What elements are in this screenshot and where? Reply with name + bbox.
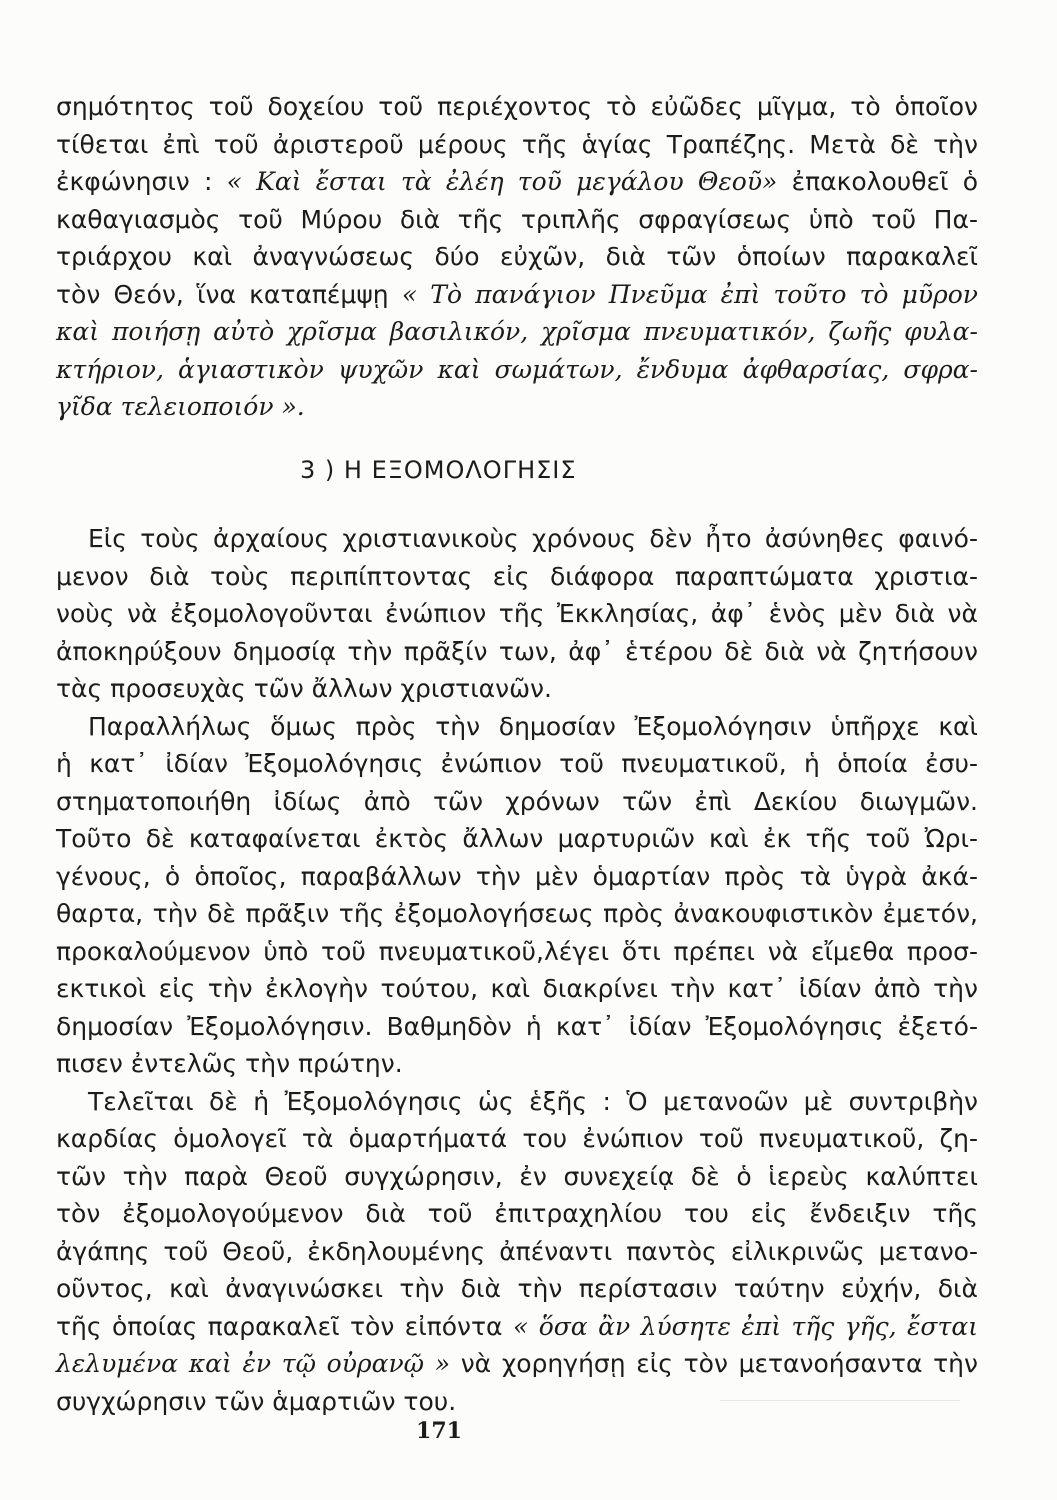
text-span: τὰς προσευχὰς τῶν ἄλλων χριστιανῶν. (56, 674, 552, 703)
text-span: καθαγιασμὸς τοῦ Μύρου διὰ τῆς τριπλῆς σφραγίσεως ὑπὸ τοῦ Πα- (56, 204, 978, 234)
text-line (56, 388, 978, 426)
text-line (56, 1233, 978, 1271)
text-line (56, 558, 978, 596)
text-line (56, 1195, 978, 1233)
italic-text-span: « Καὶ ἔσται τὰ ἐλέη τοῦ μεγάλου Θεοῦ» (226, 167, 778, 196)
text-span: τριάρχου καὶ ἀναγνώσεως δύο εὐχῶν, διὰ τῶν ὁποίων παρακαλεῖ (56, 242, 978, 271)
text-line (56, 670, 978, 708)
paragraph-myron-consecration (56, 88, 978, 426)
text-line (56, 351, 978, 389)
text-line (56, 1008, 978, 1046)
text-span: Παραλλήλως ὅμως πρὸς τὴν δημοσίαν Ἐξομολόγησιν ὑπῆρχε καὶ (88, 711, 978, 741)
text-span: προκαλούμενον ὑπὸ τοῦ πνευματικοῦ,λέγει ὅτι πρέπει νὰ εἴμεθα προσ- (56, 936, 978, 966)
text-line (56, 201, 978, 239)
italic-text-span: γῖδα τελειοποιόν ». (56, 392, 305, 421)
italic-text-span: καὶ ποιήσῃ αὐτὸ χρῖσμα βασιλικόν, χρῖσμα πνευματικόν, ζωῆς φυλα- (56, 317, 978, 346)
text-span: εκτικοὶ εἰς τὴν ἐκλογὴν τούτου, καὶ διακρίνει τὴν κατ᾽ ἰδίαν ἀπὸ τὴν (56, 974, 978, 1003)
text-line (56, 933, 978, 971)
text-span: τῆς ὁποίας παρακαλεῖ τὸν εἰπόντα (56, 1311, 513, 1341)
text-span: θαρτα, τὴν δὲ πρᾶξιν τῆς ἐξομολογήσεως πρὸς ἀνακουφιστικὸν ἐμετόν, (56, 899, 978, 928)
text-span: οῦντος, καὶ ἀναγινώσκει τὴν διὰ τὴν περίστασιν ταύτην εὐχήν, διὰ (56, 1274, 978, 1303)
text-span: ἐκφώνησιν : (56, 167, 227, 196)
text-span: νὰ χορηγήσῃ εἰς τὸν μετανοήσαντα τὴν (450, 1349, 978, 1378)
text-span: ἡ κατ᾽ ἰδίαν Ἐξομολόγησις ἐνώπιον τοῦ πνευματικοῦ, ἡ ὁποία ἐσυ- (56, 749, 978, 778)
text-line (56, 970, 978, 1008)
text-span: καρδίας ὁμολογεῖ τὰ ὁμαρτήματά του ἐνώπιον τοῦ πνευματικοῦ, ζη- (56, 1124, 978, 1153)
section-heading: 3 ) Η ΕΞΟΜΟΛΟΓΗΣΙΣ (300, 456, 577, 484)
italic-text-span: κτήριον, ἁγιαστικὸν ψυχῶν καὶ σωμάτων, ἔνδυμα ἀφθαρσίας, σφρα- (56, 354, 978, 384)
paragraph-confession (56, 520, 978, 1420)
text-line (56, 520, 978, 558)
text-span: μενον διὰ τοὺς περιπίπτοντας εἰς διάφορα παραπτώματα χριστια- (56, 561, 978, 591)
text-line (56, 1270, 978, 1308)
text-line (56, 1120, 978, 1158)
text-line (56, 820, 978, 858)
page-number: 171 (416, 1418, 462, 1444)
text-span: νοὺς νὰ ἐξομολογοῦνται ἐνώπιον τῆς Ἐκκλησίας, ἀφ᾽ ἑνὸς μὲν διὰ νὰ (56, 599, 978, 628)
text-span: σημότητος τοῦ δοχείου τοῦ περιέχοντος τὸ εὐῶδες μῖγμα, τὸ ὁποῖον (56, 92, 978, 121)
text-line (56, 126, 978, 164)
faint-rule (720, 1400, 960, 1401)
text-span: στηματοποιήθη ἰδίως ἀπὸ τῶν χρόνων τῶν ἐπὶ Δεκίου διωγμῶν. (56, 786, 978, 816)
text-span: Εἰς τοὺς ἀρχαίους χριστιανικοὺς χρόνους δὲν ἦτο ἀσύνηθες φαινό- (88, 524, 978, 553)
text-span: συγχώρησιν τῶν ἁμαρτιῶν του. (56, 1386, 457, 1416)
text-line (56, 1383, 978, 1421)
text-line (56, 783, 978, 821)
text-line (56, 708, 978, 746)
text-line (56, 1308, 978, 1346)
text-span: δημοσίαν Ἐξομολόγησιν. Βαθμηδὸν ἡ κατ᾽ ἰδίαν Ἐξομολόγησις ἐξετό- (56, 1011, 978, 1041)
text-line (56, 858, 978, 896)
italic-text-span: λελυμένα καὶ ἐν τῷ οὐρανῷ » (56, 1349, 451, 1378)
text-line (56, 1083, 978, 1121)
text-span: ἀποκηρύξουν δημοσίᾳ τὴν πρᾶξίν των, ἀφ᾽ ἑτέρου δὲ διὰ νὰ ζητήσουν (56, 636, 978, 666)
text-span: πισεν ἐντελῶς τὴν πρώτην. (56, 1049, 403, 1078)
text-span: τὸν ἐξομολογούμενον διὰ τοῦ ἐπιτραχηλίου του εἰς ἔνδειξιν τῆς (56, 1199, 978, 1228)
text-line (56, 1158, 978, 1196)
italic-text-span: « Τὸ πανάγιον Πνεῦμα ἐπὶ τοῦτο τὸ μῦρον (401, 279, 979, 309)
text-line (56, 1045, 978, 1083)
text-line (56, 276, 978, 314)
text-line (56, 238, 978, 276)
text-span: ἀγάπης τοῦ Θεοῦ, ἐκδηλουμένης ἀπέναντι παντὸς εἰλικρινῶς μετανο- (56, 1236, 978, 1266)
text-line (56, 595, 978, 633)
text-span: τὸν Θεόν, ἵνα καταπέμψῃ (56, 279, 402, 309)
text-line (56, 1345, 978, 1383)
text-span: ἐπακολουθεῖ ὁ (777, 167, 979, 196)
text-line (56, 163, 978, 201)
text-span: τῶν τὴν παρὰ Θεοῦ συγχώρησιν, ἐν συνεχείᾳ δὲ ὁ ἱερεὺς καλύπτει (56, 1161, 978, 1191)
text-line (56, 88, 978, 126)
text-span: γένους, ὁ ὁποῖος, παραβάλλων τὴν μὲν ὁμαρτίαν πρὸς τὰ ὑγρὰ ἀκά- (56, 861, 978, 891)
text-span: Τοῦτο δὲ καταφαίνεται ἐκτὸς ἄλλων μαρτυριῶν καὶ ἐκ τῆς τοῦ Ὠρι- (56, 824, 978, 853)
italic-text-span: « ὅσα ἂν λύσητε ἐπὶ τῆς γῆς, ἔσται (512, 1311, 979, 1341)
text-line (56, 633, 978, 671)
text-span: Τελεῖται δὲ ἡ Ἐξομολόγησις ὡς ἑξῆς : Ὁ μετανοῶν μὲ συντριβὴν (88, 1086, 978, 1116)
text-span: τίθεται ἐπὶ τοῦ ἀριστεροῦ μέρους τῆς ἁγίας Τραπέζης. Μετὰ δὲ τὴν (56, 129, 978, 159)
text-line (56, 895, 978, 933)
text-line (56, 745, 978, 783)
text-line (56, 313, 978, 351)
